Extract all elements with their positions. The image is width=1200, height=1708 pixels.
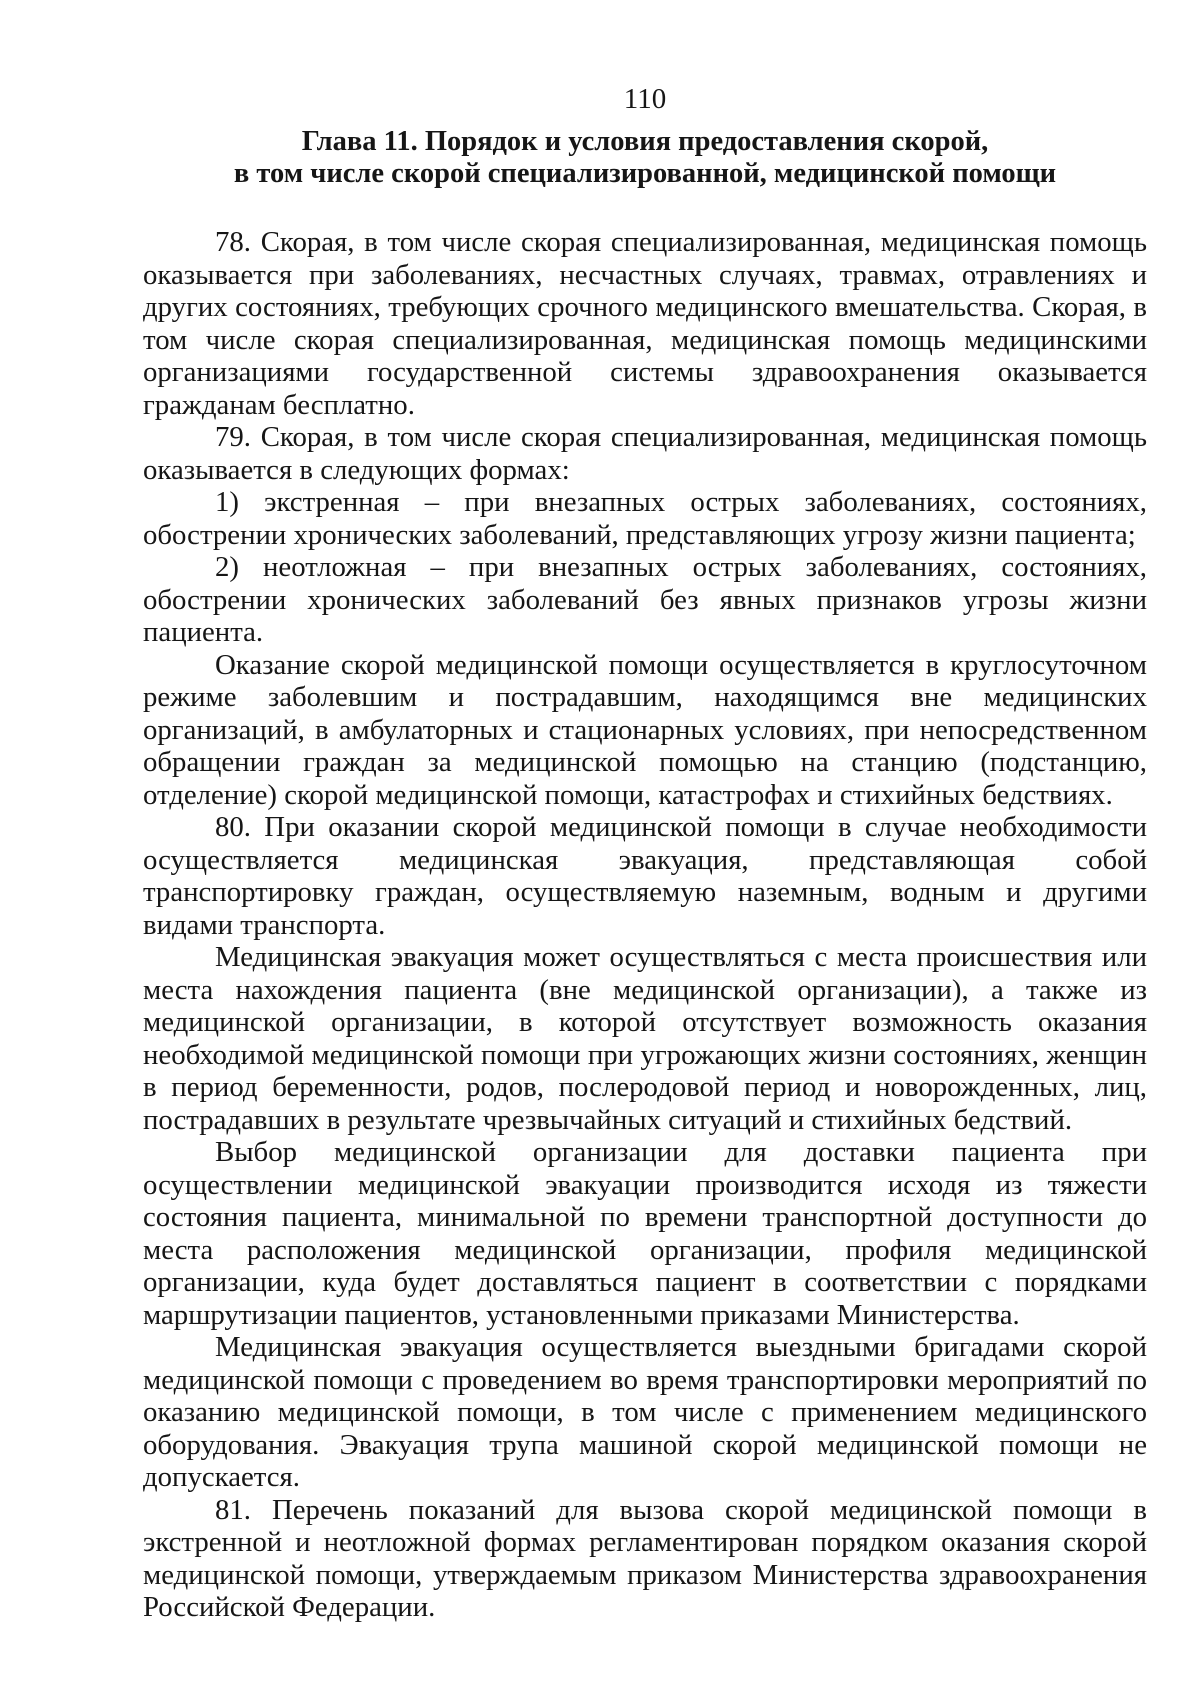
paragraph-79: 79. Скорая, в том числе скорая специализированная, медицинская помощь оказывается в следующих формах: [143, 421, 1147, 486]
chapter-title-line-2: в том числе скорой специализированной, медицинской помощи [233, 158, 1057, 189]
chapter-title [142, 126, 1148, 190]
paragraph-80: 80. При оказании скорой медицинской помощи в случае необходимости осуществляется медицинская эвакуация, представляющая собой транспортировку граждан, осуществляемую наземным, водным и другими видами транспорта. [143, 811, 1147, 941]
paragraph-evacuation-teams: Медицинская эвакуация осуществляется выездными бригадами скорой медицинской помощи с проведением во время транспортировки мероприятий по оказанию медицинской помощи, в том числе с применением медицинского оборудования. Эвакуация трупа машиной скорой медицинской помощи не допускается. [143, 1331, 1147, 1493]
document-body [143, 226, 1147, 1624]
paragraph-79-item-2: 2) неотложная – при внезапных острых заболеваниях, состояниях, обострении хронических заболеваний без явных признаков угрозы жизни пациента. [143, 551, 1147, 648]
paragraph-evacuation-sources: Медицинская эвакуация может осуществляться с места происшествия или места нахождения пациента (вне медицинской организации), а также из медицинской организации, в которой отсутствует возможность оказания необходимой медицинской помощи при угрожающих жизни состояниях, женщин в период беременности, родов, послеродовой период и новорожденных, лиц, пострадавших в результате чрезвычайных ситуаций и стихийных бедствий. [143, 941, 1147, 1136]
paragraph-81: 81. Перечень показаний для вызова скорой медицинской помощи в экстренной и неотложной формах регламентирован порядком оказания скорой медицинской помощи, утверждаемым приказом Министерства здравоохранения Российской Федерации. [143, 1493, 1147, 1623]
paragraph-round-the-clock: Оказание скорой медицинской помощи осуществляется в круглосуточном режиме заболевшим и пострадавшим, находящимся вне медицинских организаций, в амбулаторных и стационарных условиях, при непосредственном обращении граждан за медицинской помощью на станцию (подстанцию, отделение) скорой медицинской помощи, катастрофах и стихийных бедствиях. [143, 648, 1147, 811]
paragraph-79-item-1: 1) экстренная – при внезапных острых заболеваниях, состояниях, обострении хронических заболеваний, представляющих угрозу жизни пациента; [143, 486, 1147, 551]
paragraph-organization-choice: Выбор медицинской организации для доставки пациента при осуществлении медицинской эвакуации производится исходя из тяжести состояния пациента, минимальной по времени транспортной доступности до места расположения медицинской организации, профиля медицинской организации, куда будет доставляться пациент в соответствии с порядками маршрутизации пациентов, установленными приказами Министерства. [143, 1136, 1147, 1331]
paragraph-78: 78. Скорая, в том числе скорая специализированная, медицинская помощь оказывается при заболеваниях, несчастных случаях, травмах, отравлениях и других состояниях, требующих срочного медицинского вмешательства. Скорая, в том числе скорая специализированная, медицинская помощь медицинскими организациями государственной системы здравоохранения оказывается гражданам бесплатно. [143, 226, 1147, 421]
page-number: 110 [623, 83, 667, 115]
chapter-title-line-1: Глава 11. Порядок и условия предоставления скорой, [301, 126, 989, 157]
